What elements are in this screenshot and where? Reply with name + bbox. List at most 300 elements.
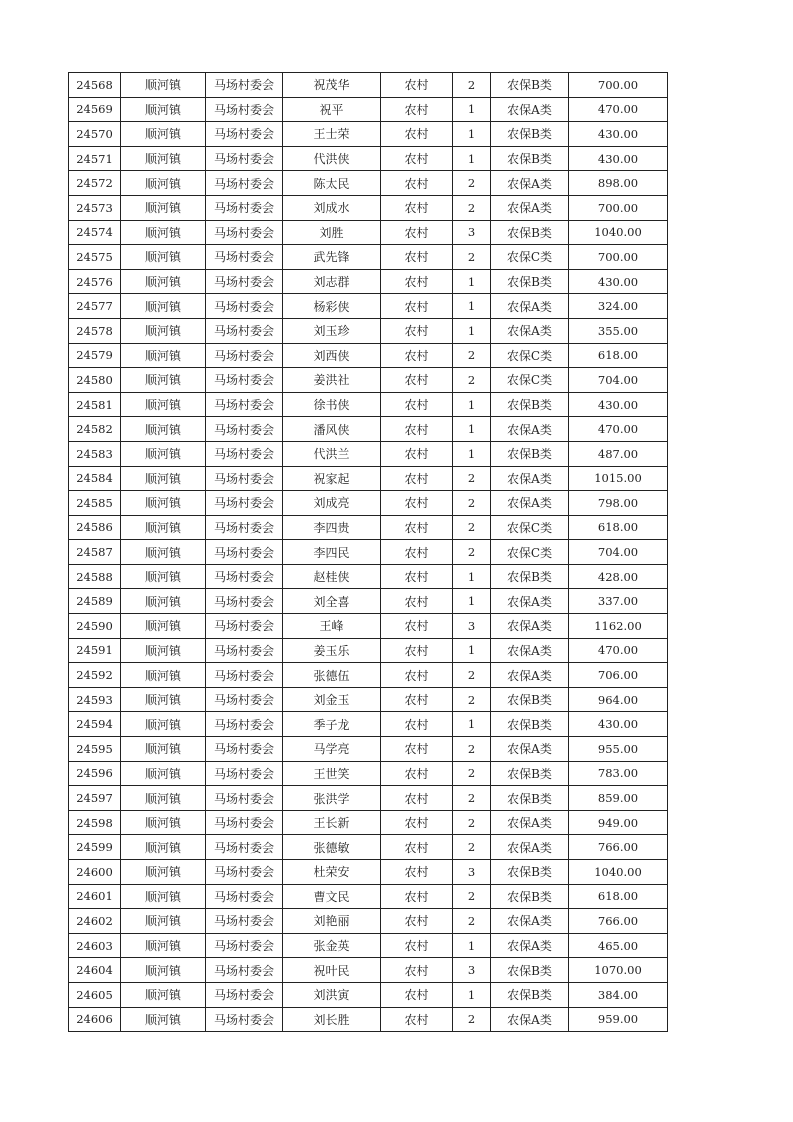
cell-area-type: 农村	[381, 97, 453, 122]
cell-id: 24598	[69, 810, 121, 835]
cell-area-type: 农村	[381, 786, 453, 811]
cell-category: 农保A类	[491, 318, 569, 343]
table-row	[69, 146, 668, 171]
cell-name: 马学亮	[283, 737, 381, 762]
cell-category: 农保B类	[491, 564, 569, 589]
cell-town: 顺河镇	[121, 122, 206, 147]
cell-town: 顺河镇	[121, 491, 206, 516]
cell-area-type: 农村	[381, 73, 453, 98]
cell-name: 刘成亮	[283, 491, 381, 516]
data-table	[68, 72, 668, 1032]
cell-village: 马场村委会	[206, 466, 283, 491]
cell-id: 24597	[69, 786, 121, 811]
cell-name: 陈太民	[283, 171, 381, 196]
table-body	[69, 73, 668, 1032]
table-row	[69, 392, 668, 417]
cell-town: 顺河镇	[121, 786, 206, 811]
cell-count: 3	[453, 860, 491, 885]
cell-village: 马场村委会	[206, 687, 283, 712]
cell-town: 顺河镇	[121, 712, 206, 737]
cell-village: 马场村委会	[206, 491, 283, 516]
cell-area-type: 农村	[381, 515, 453, 540]
cell-category: 农保A类	[491, 1007, 569, 1032]
cell-area-type: 农村	[381, 860, 453, 885]
cell-area-type: 农村	[381, 220, 453, 245]
table-row	[69, 958, 668, 983]
cell-category: 农保B类	[491, 122, 569, 147]
cell-name: 王世笑	[283, 761, 381, 786]
cell-area-type: 农村	[381, 171, 453, 196]
cell-village: 马场村委会	[206, 392, 283, 417]
cell-area-type: 农村	[381, 491, 453, 516]
cell-category: 农保C类	[491, 515, 569, 540]
cell-id: 24603	[69, 933, 121, 958]
cell-amount: 898.00	[569, 171, 668, 196]
table-row	[69, 73, 668, 98]
cell-amount: 430.00	[569, 122, 668, 147]
cell-count: 2	[453, 515, 491, 540]
table-row	[69, 638, 668, 663]
cell-area-type: 农村	[381, 589, 453, 614]
cell-amount: 964.00	[569, 687, 668, 712]
cell-count: 3	[453, 614, 491, 639]
cell-id: 24580	[69, 368, 121, 393]
cell-village: 马场村委会	[206, 982, 283, 1007]
cell-village: 马场村委会	[206, 860, 283, 885]
cell-id: 24569	[69, 97, 121, 122]
cell-name: 祝叶民	[283, 958, 381, 983]
cell-village: 马场村委会	[206, 343, 283, 368]
cell-count: 2	[453, 663, 491, 688]
cell-area-type: 农村	[381, 982, 453, 1007]
cell-id: 24600	[69, 860, 121, 885]
cell-area-type: 农村	[381, 146, 453, 171]
cell-village: 马场村委会	[206, 1007, 283, 1032]
cell-area-type: 农村	[381, 909, 453, 934]
cell-count: 2	[453, 761, 491, 786]
cell-category: 农保A类	[491, 171, 569, 196]
cell-name: 刘艳丽	[283, 909, 381, 934]
cell-count: 1	[453, 441, 491, 466]
cell-count: 1	[453, 392, 491, 417]
table-row	[69, 761, 668, 786]
cell-count: 2	[453, 909, 491, 934]
cell-amount: 700.00	[569, 245, 668, 270]
table-row	[69, 614, 668, 639]
cell-category: 农保B类	[491, 860, 569, 885]
cell-category: 农保A类	[491, 491, 569, 516]
cell-id: 24583	[69, 441, 121, 466]
cell-area-type: 农村	[381, 663, 453, 688]
cell-id: 24581	[69, 392, 121, 417]
cell-category: 农保B类	[491, 712, 569, 737]
cell-amount: 700.00	[569, 73, 668, 98]
cell-town: 顺河镇	[121, 343, 206, 368]
cell-category: 农保B类	[491, 441, 569, 466]
cell-amount: 618.00	[569, 343, 668, 368]
cell-area-type: 农村	[381, 712, 453, 737]
cell-name: 刘长胜	[283, 1007, 381, 1032]
cell-id: 24605	[69, 982, 121, 1007]
cell-village: 马场村委会	[206, 368, 283, 393]
cell-village: 马场村委会	[206, 564, 283, 589]
cell-category: 农保C类	[491, 245, 569, 270]
cell-area-type: 农村	[381, 417, 453, 442]
table-row	[69, 171, 668, 196]
cell-village: 马场村委会	[206, 933, 283, 958]
cell-category: 农保C类	[491, 343, 569, 368]
cell-amount: 618.00	[569, 515, 668, 540]
cell-name: 徐书侠	[283, 392, 381, 417]
cell-village: 马场村委会	[206, 146, 283, 171]
cell-name: 张德敏	[283, 835, 381, 860]
cell-id: 24577	[69, 294, 121, 319]
cell-area-type: 农村	[381, 737, 453, 762]
cell-category: 农保A类	[491, 97, 569, 122]
cell-count: 1	[453, 982, 491, 1007]
cell-amount: 704.00	[569, 540, 668, 565]
cell-amount: 1070.00	[569, 958, 668, 983]
cell-town: 顺河镇	[121, 884, 206, 909]
cell-amount: 470.00	[569, 97, 668, 122]
cell-count: 2	[453, 368, 491, 393]
cell-town: 顺河镇	[121, 1007, 206, 1032]
cell-town: 顺河镇	[121, 294, 206, 319]
cell-category: 农保A类	[491, 909, 569, 934]
table-row	[69, 245, 668, 270]
cell-amount: 324.00	[569, 294, 668, 319]
cell-area-type: 农村	[381, 810, 453, 835]
cell-count: 3	[453, 220, 491, 245]
cell-village: 马场村委会	[206, 97, 283, 122]
cell-name: 刘胜	[283, 220, 381, 245]
cell-town: 顺河镇	[121, 220, 206, 245]
cell-amount: 470.00	[569, 417, 668, 442]
cell-village: 马场村委会	[206, 417, 283, 442]
table-row	[69, 491, 668, 516]
table-row	[69, 687, 668, 712]
cell-id: 24574	[69, 220, 121, 245]
cell-town: 顺河镇	[121, 245, 206, 270]
cell-category: 农保B类	[491, 220, 569, 245]
cell-name: 刘成水	[283, 195, 381, 220]
table-row	[69, 860, 668, 885]
cell-name: 张德伍	[283, 663, 381, 688]
cell-town: 顺河镇	[121, 663, 206, 688]
cell-town: 顺河镇	[121, 810, 206, 835]
cell-village: 马场村委会	[206, 122, 283, 147]
table-row	[69, 786, 668, 811]
cell-town: 顺河镇	[121, 638, 206, 663]
cell-area-type: 农村	[381, 294, 453, 319]
cell-id: 24573	[69, 195, 121, 220]
cell-name: 祝家起	[283, 466, 381, 491]
table-row	[69, 417, 668, 442]
cell-name: 王士荣	[283, 122, 381, 147]
cell-area-type: 农村	[381, 122, 453, 147]
table-row	[69, 318, 668, 343]
cell-id: 24591	[69, 638, 121, 663]
cell-area-type: 农村	[381, 343, 453, 368]
cell-town: 顺河镇	[121, 171, 206, 196]
cell-count: 2	[453, 835, 491, 860]
cell-category: 农保B类	[491, 884, 569, 909]
cell-amount: 430.00	[569, 712, 668, 737]
cell-amount: 430.00	[569, 392, 668, 417]
cell-amount: 430.00	[569, 146, 668, 171]
cell-category: 农保B类	[491, 982, 569, 1007]
cell-amount: 355.00	[569, 318, 668, 343]
cell-village: 马场村委会	[206, 441, 283, 466]
cell-amount: 430.00	[569, 269, 668, 294]
cell-name: 祝平	[283, 97, 381, 122]
cell-town: 顺河镇	[121, 392, 206, 417]
cell-village: 马场村委会	[206, 73, 283, 98]
cell-area-type: 农村	[381, 368, 453, 393]
cell-name: 姜玉乐	[283, 638, 381, 663]
table-row	[69, 982, 668, 1007]
cell-id: 24606	[69, 1007, 121, 1032]
table-row	[69, 835, 668, 860]
cell-category: 农保A类	[491, 810, 569, 835]
cell-count: 2	[453, 245, 491, 270]
cell-area-type: 农村	[381, 318, 453, 343]
cell-name: 杜荣安	[283, 860, 381, 885]
table-row	[69, 589, 668, 614]
cell-category: 农保B类	[491, 146, 569, 171]
table-row	[69, 663, 668, 688]
cell-village: 马场村委会	[206, 269, 283, 294]
cell-count: 1	[453, 417, 491, 442]
cell-name: 代洪兰	[283, 441, 381, 466]
table-row	[69, 933, 668, 958]
cell-id: 24586	[69, 515, 121, 540]
cell-id: 24579	[69, 343, 121, 368]
cell-amount: 618.00	[569, 884, 668, 909]
cell-category: 农保B类	[491, 269, 569, 294]
cell-town: 顺河镇	[121, 195, 206, 220]
cell-village: 马场村委会	[206, 761, 283, 786]
cell-town: 顺河镇	[121, 614, 206, 639]
table-row	[69, 466, 668, 491]
cell-count: 2	[453, 1007, 491, 1032]
cell-id: 24585	[69, 491, 121, 516]
cell-id: 24582	[69, 417, 121, 442]
cell-category: 农保B类	[491, 958, 569, 983]
cell-town: 顺河镇	[121, 860, 206, 885]
cell-id: 24595	[69, 737, 121, 762]
cell-id: 24571	[69, 146, 121, 171]
cell-name: 杨彩侠	[283, 294, 381, 319]
cell-id: 24572	[69, 171, 121, 196]
cell-id: 24568	[69, 73, 121, 98]
cell-area-type: 农村	[381, 614, 453, 639]
cell-count: 2	[453, 540, 491, 565]
cell-count: 1	[453, 564, 491, 589]
cell-amount: 1040.00	[569, 220, 668, 245]
cell-amount: 1162.00	[569, 614, 668, 639]
table-row	[69, 122, 668, 147]
cell-area-type: 农村	[381, 441, 453, 466]
cell-category: 农保B类	[491, 786, 569, 811]
cell-area-type: 农村	[381, 269, 453, 294]
cell-area-type: 农村	[381, 687, 453, 712]
cell-category: 农保A类	[491, 835, 569, 860]
cell-id: 24593	[69, 687, 121, 712]
cell-category: 农保A类	[491, 737, 569, 762]
cell-category: 农保C类	[491, 540, 569, 565]
cell-town: 顺河镇	[121, 97, 206, 122]
table-row	[69, 909, 668, 934]
cell-town: 顺河镇	[121, 146, 206, 171]
cell-count: 2	[453, 737, 491, 762]
cell-town: 顺河镇	[121, 909, 206, 934]
cell-count: 2	[453, 195, 491, 220]
cell-name: 刘西侠	[283, 343, 381, 368]
cell-id: 24584	[69, 466, 121, 491]
cell-category: 农保A类	[491, 614, 569, 639]
cell-village: 马场村委会	[206, 245, 283, 270]
cell-count: 1	[453, 933, 491, 958]
table-row	[69, 884, 668, 909]
cell-count: 2	[453, 786, 491, 811]
cell-count: 1	[453, 146, 491, 171]
cell-amount: 384.00	[569, 982, 668, 1007]
cell-category: 农保A类	[491, 417, 569, 442]
cell-area-type: 农村	[381, 466, 453, 491]
table-row	[69, 294, 668, 319]
cell-id: 24592	[69, 663, 121, 688]
cell-town: 顺河镇	[121, 737, 206, 762]
cell-category: 农保A类	[491, 933, 569, 958]
cell-area-type: 农村	[381, 835, 453, 860]
cell-town: 顺河镇	[121, 687, 206, 712]
cell-count: 2	[453, 884, 491, 909]
cell-count: 3	[453, 958, 491, 983]
cell-count: 1	[453, 294, 491, 319]
cell-count: 2	[453, 171, 491, 196]
cell-village: 马场村委会	[206, 786, 283, 811]
cell-amount: 700.00	[569, 195, 668, 220]
cell-id: 24602	[69, 909, 121, 934]
cell-amount: 704.00	[569, 368, 668, 393]
cell-village: 马场村委会	[206, 737, 283, 762]
cell-category: 农保A类	[491, 663, 569, 688]
cell-count: 2	[453, 466, 491, 491]
cell-name: 刘全喜	[283, 589, 381, 614]
cell-amount: 465.00	[569, 933, 668, 958]
cell-count: 2	[453, 73, 491, 98]
cell-id: 24576	[69, 269, 121, 294]
table-row	[69, 737, 668, 762]
cell-village: 马场村委会	[206, 294, 283, 319]
table-row	[69, 712, 668, 737]
cell-amount: 470.00	[569, 638, 668, 663]
table-row	[69, 1007, 668, 1032]
cell-village: 马场村委会	[206, 835, 283, 860]
cell-town: 顺河镇	[121, 835, 206, 860]
cell-area-type: 农村	[381, 933, 453, 958]
cell-town: 顺河镇	[121, 73, 206, 98]
cell-name: 王峰	[283, 614, 381, 639]
cell-category: 农保B类	[491, 761, 569, 786]
cell-area-type: 农村	[381, 1007, 453, 1032]
cell-count: 1	[453, 638, 491, 663]
cell-count: 1	[453, 712, 491, 737]
cell-village: 马场村委会	[206, 614, 283, 639]
cell-village: 马场村委会	[206, 638, 283, 663]
cell-count: 1	[453, 122, 491, 147]
table-row	[69, 540, 668, 565]
cell-name: 刘志群	[283, 269, 381, 294]
cell-town: 顺河镇	[121, 540, 206, 565]
cell-count: 2	[453, 343, 491, 368]
table-row	[69, 195, 668, 220]
cell-town: 顺河镇	[121, 466, 206, 491]
cell-id: 24588	[69, 564, 121, 589]
cell-village: 马场村委会	[206, 810, 283, 835]
cell-category: 农保B类	[491, 73, 569, 98]
cell-name: 武先锋	[283, 245, 381, 270]
cell-area-type: 农村	[381, 564, 453, 589]
cell-amount: 959.00	[569, 1007, 668, 1032]
table-row	[69, 564, 668, 589]
cell-category: 农保C类	[491, 368, 569, 393]
table-row	[69, 441, 668, 466]
cell-category: 农保A类	[491, 294, 569, 319]
cell-category: 农保A类	[491, 195, 569, 220]
cell-name: 刘洪寅	[283, 982, 381, 1007]
cell-village: 马场村委会	[206, 712, 283, 737]
cell-amount: 859.00	[569, 786, 668, 811]
cell-amount: 955.00	[569, 737, 668, 762]
cell-name: 李四民	[283, 540, 381, 565]
cell-count: 1	[453, 589, 491, 614]
cell-town: 顺河镇	[121, 564, 206, 589]
cell-id: 24578	[69, 318, 121, 343]
cell-area-type: 农村	[381, 540, 453, 565]
cell-amount: 798.00	[569, 491, 668, 516]
cell-village: 马场村委会	[206, 663, 283, 688]
cell-village: 马场村委会	[206, 220, 283, 245]
cell-town: 顺河镇	[121, 269, 206, 294]
cell-area-type: 农村	[381, 245, 453, 270]
cell-category: 农保A类	[491, 466, 569, 491]
cell-town: 顺河镇	[121, 417, 206, 442]
cell-town: 顺河镇	[121, 368, 206, 393]
cell-amount: 337.00	[569, 589, 668, 614]
cell-category: 农保A类	[491, 589, 569, 614]
cell-name: 李四贵	[283, 515, 381, 540]
cell-id: 24596	[69, 761, 121, 786]
cell-name: 刘玉珍	[283, 318, 381, 343]
table-row	[69, 368, 668, 393]
cell-id: 24604	[69, 958, 121, 983]
cell-village: 马场村委会	[206, 171, 283, 196]
cell-name: 刘金玉	[283, 687, 381, 712]
table-row	[69, 220, 668, 245]
cell-area-type: 农村	[381, 638, 453, 663]
cell-id: 24594	[69, 712, 121, 737]
cell-amount: 766.00	[569, 835, 668, 860]
cell-id: 24589	[69, 589, 121, 614]
cell-name: 赵桂侠	[283, 564, 381, 589]
cell-amount: 1040.00	[569, 860, 668, 885]
table-row	[69, 97, 668, 122]
cell-name: 祝茂华	[283, 73, 381, 98]
cell-area-type: 农村	[381, 195, 453, 220]
cell-id: 24570	[69, 122, 121, 147]
